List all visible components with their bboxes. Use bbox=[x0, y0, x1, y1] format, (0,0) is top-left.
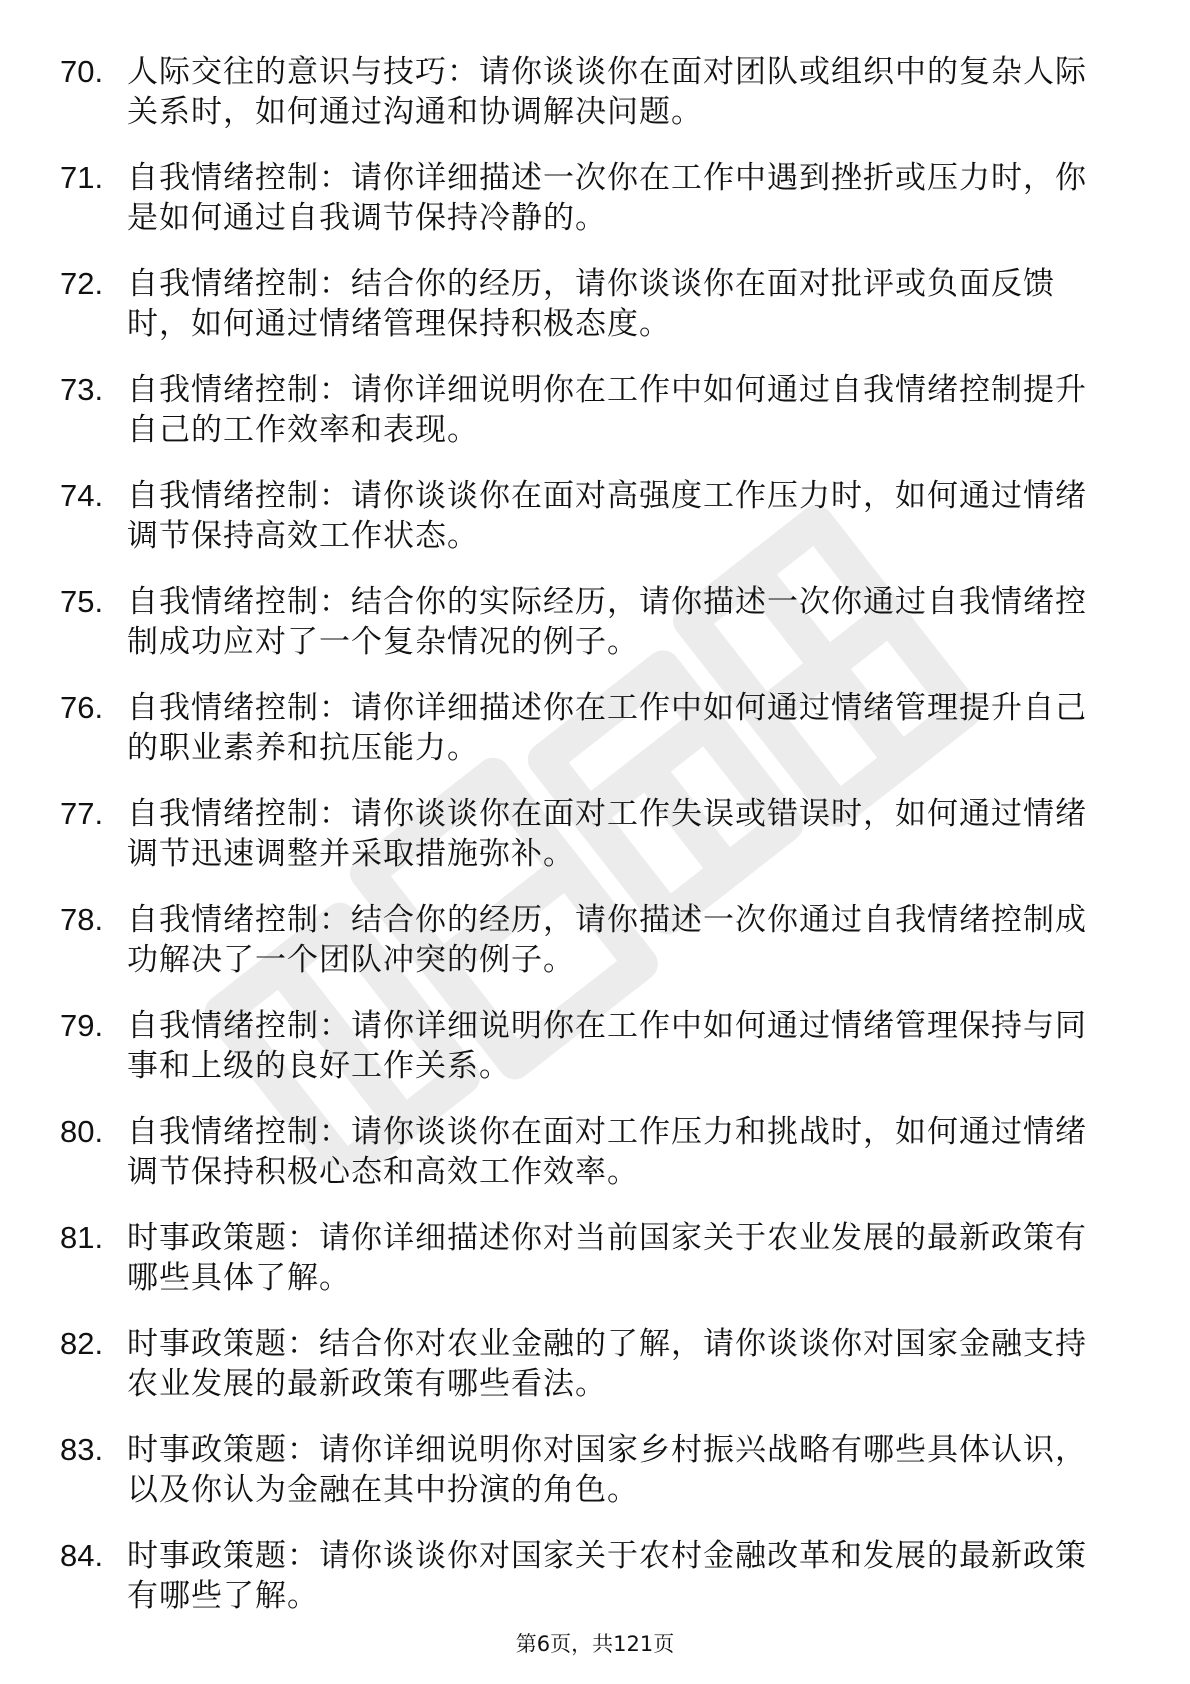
question-item bbox=[0, 264, 1190, 344]
question-item bbox=[0, 52, 1190, 132]
question-item bbox=[0, 1112, 1190, 1192]
question-text: 自我情绪控制：结合你的经历，请你谈谈你在面对批评或负面反馈时，如何通过情绪管理保持积极态度。 bbox=[127, 266, 1055, 342]
question-item bbox=[0, 900, 1190, 980]
question-text: 自我情绪控制：请你详细说明你在工作中如何通过情绪管理保持与同事和上级的良好工作关系。 bbox=[127, 1008, 1087, 1084]
question-number: 82. bbox=[60, 1326, 104, 1361]
question-item bbox=[0, 582, 1190, 662]
question-text: 自我情绪控制：请你谈谈你在面对工作失误或错误时，如何通过情绪调节迅速调整并采取措施弥补。 bbox=[127, 796, 1087, 872]
question-number: 75. bbox=[60, 584, 104, 619]
question-item bbox=[0, 1006, 1190, 1086]
question-number: 77. bbox=[60, 796, 104, 831]
question-item bbox=[0, 1324, 1190, 1404]
question-number: 70. bbox=[60, 54, 104, 89]
question-item bbox=[0, 370, 1190, 450]
question-number: 76. bbox=[60, 690, 104, 725]
question-number: 80. bbox=[60, 1114, 104, 1149]
question-text: 人际交往的意识与技巧：请你谈谈你在面对团队或组织中的复杂人际关系时，如何通过沟通和协调解决问题。 bbox=[127, 54, 1087, 130]
question-number: 71. bbox=[60, 160, 104, 195]
question-number: 83. bbox=[60, 1432, 104, 1467]
question-text: 时事政策题：请你详细描述你对当前国家关于农业发展的最新政策有哪些具体了解。 bbox=[127, 1220, 1087, 1296]
question-number: 78. bbox=[60, 902, 104, 937]
question-item bbox=[0, 1536, 1190, 1616]
question-item bbox=[0, 1430, 1190, 1510]
question-text: 自我情绪控制：结合你的实际经历，请你描述一次你通过自我情绪控制成功应对了一个复杂情况的例子。 bbox=[127, 584, 1087, 660]
question-text: 时事政策题：结合你对农业金融的了解，请你谈谈你对国家金融支持农业发展的最新政策有哪些看法。 bbox=[127, 1326, 1087, 1402]
question-text: 时事政策题：请你详细说明你对国家乡村振兴战略有哪些具体认识，以及你认为金融在其中扮演的角色。 bbox=[127, 1432, 1087, 1508]
question-number: 73. bbox=[60, 372, 104, 407]
question-item bbox=[0, 688, 1190, 768]
question-number: 72. bbox=[60, 266, 104, 301]
question-item bbox=[0, 794, 1190, 874]
page-footer bbox=[0, 1630, 1190, 1658]
question-number: 84. bbox=[60, 1538, 104, 1573]
question-item bbox=[0, 1218, 1190, 1298]
question-item bbox=[0, 476, 1190, 556]
question-text: 自我情绪控制：结合你的经历，请你描述一次你通过自我情绪控制成功解决了一个团队冲突的例子。 bbox=[127, 902, 1087, 978]
question-text: 自我情绪控制：请你详细说明你在工作中如何通过自我情绪控制提升自己的工作效率和表现。 bbox=[127, 372, 1087, 448]
question-text: 自我情绪控制：请你详细描述你在工作中如何通过情绪管理提升自己的职业素养和抗压能力。 bbox=[127, 690, 1087, 766]
question-text: 时事政策题：请你谈谈你对国家关于农村金融改革和发展的最新政策有哪些了解。 bbox=[127, 1538, 1087, 1614]
question-number: 79. bbox=[60, 1008, 104, 1043]
question-number: 81. bbox=[60, 1220, 104, 1255]
question-text: 自我情绪控制：请你谈谈你在面对工作压力和挑战时，如何通过情绪调节保持积极心态和高效工作效率。 bbox=[127, 1114, 1087, 1190]
question-text: 自我情绪控制：请你谈谈你在面对高强度工作压力时，如何通过情绪调节保持高效工作状态。 bbox=[127, 478, 1087, 554]
page-number-label: 第6页，共121页 bbox=[515, 1632, 675, 1656]
question-number: 74. bbox=[60, 478, 104, 513]
question-item bbox=[0, 158, 1190, 238]
question-list bbox=[0, 52, 1190, 1642]
question-text: 自我情绪控制：请你详细描述一次你在工作中遇到挫折或压力时，你是如何通过自我调节保持冷静的。 bbox=[127, 160, 1087, 236]
